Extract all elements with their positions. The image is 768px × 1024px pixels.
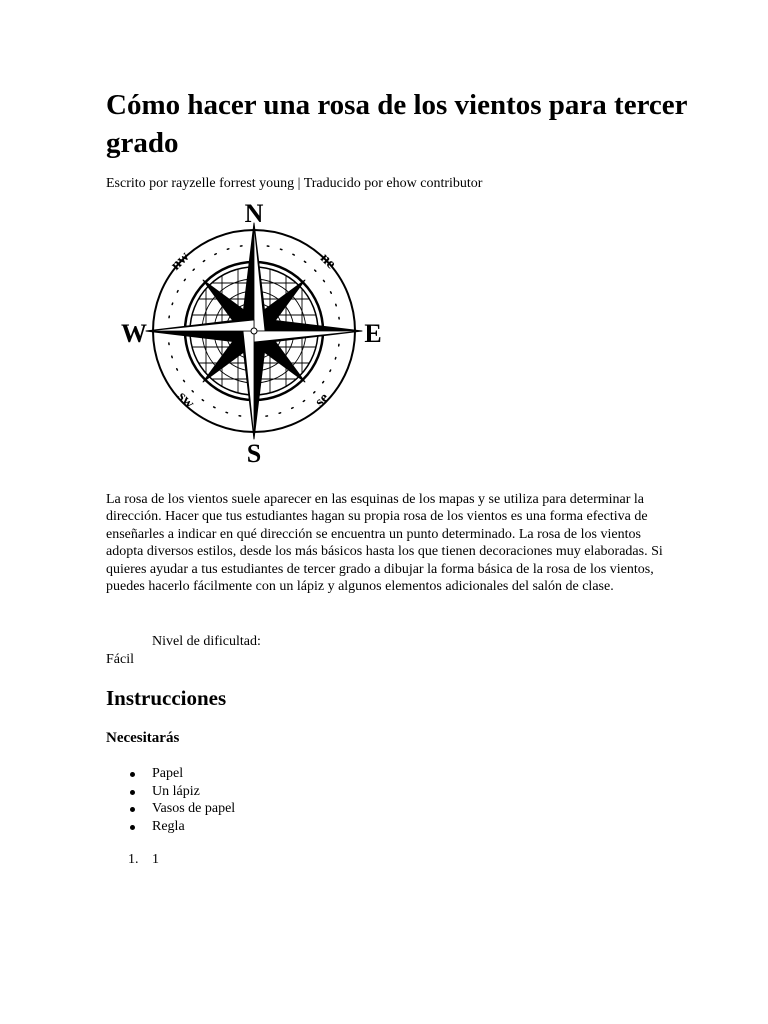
step-item — [106, 851, 159, 868]
star-point-highlight — [148, 320, 254, 331]
star-point-highlight — [243, 331, 254, 437]
compass-rose-image — [118, 198, 388, 466]
needs-heading: Necesitarás — [106, 730, 180, 746]
star-point-highlight — [254, 331, 360, 342]
compass-label-w: W — [121, 319, 147, 348]
difficulty-label: Nivel de dificultad: — [152, 634, 261, 649]
instructions-heading: Instrucciones — [106, 686, 227, 710]
step-number: 1. — [128, 852, 139, 867]
star-center — [251, 328, 257, 334]
compass-label-e: E — [364, 319, 382, 348]
compass-label-s: S — [246, 439, 262, 466]
compass-label-n: N — [244, 199, 264, 228]
star-point-highlight — [254, 225, 265, 331]
supply-item: Vasos de papel — [106, 800, 235, 818]
supplies-list — [106, 765, 235, 835]
byline: Escrito por rayzelle forrest young | Traducido por ehow contributor — [106, 176, 483, 191]
compass-label-se: se — [312, 390, 333, 411]
step-text: 1 — [152, 852, 159, 867]
supply-item: Un lápiz — [106, 783, 235, 801]
compass-label-ne: ne — [316, 250, 339, 273]
supply-item: Regla — [106, 818, 235, 836]
supply-item: Papel — [106, 765, 235, 783]
difficulty-value: Fácil — [106, 652, 134, 667]
compass-label-sw: sw — [174, 388, 198, 412]
page-title: Cómo hacer una rosa de los vientos para tercer grado — [106, 89, 688, 159]
steps-list — [106, 851, 159, 868]
intro-paragraph: La rosa de los vientos suele aparecer en las esquinas de los mapas y se utiliza para determinar la dirección. Hacer que tus estudiantes hagan su propia rosa de los vientos es una forma efectiva de enseñarles a indicar en qué dirección se encuentra un punto determinado. La rosa de los vientos adopta diversos estilos, desde los más básicos hasta los que tienen decoraciones muy elaboradas. Si quieres ayudar a tus estudiantes de tercer grado a dibujar la forma básica de la rosa de los vientos, puedes hacerlo fácilmente con un lápiz y algunos elementos adicionales del salón de clase. — [106, 492, 663, 595]
compass-label-nw: nw — [167, 248, 193, 274]
